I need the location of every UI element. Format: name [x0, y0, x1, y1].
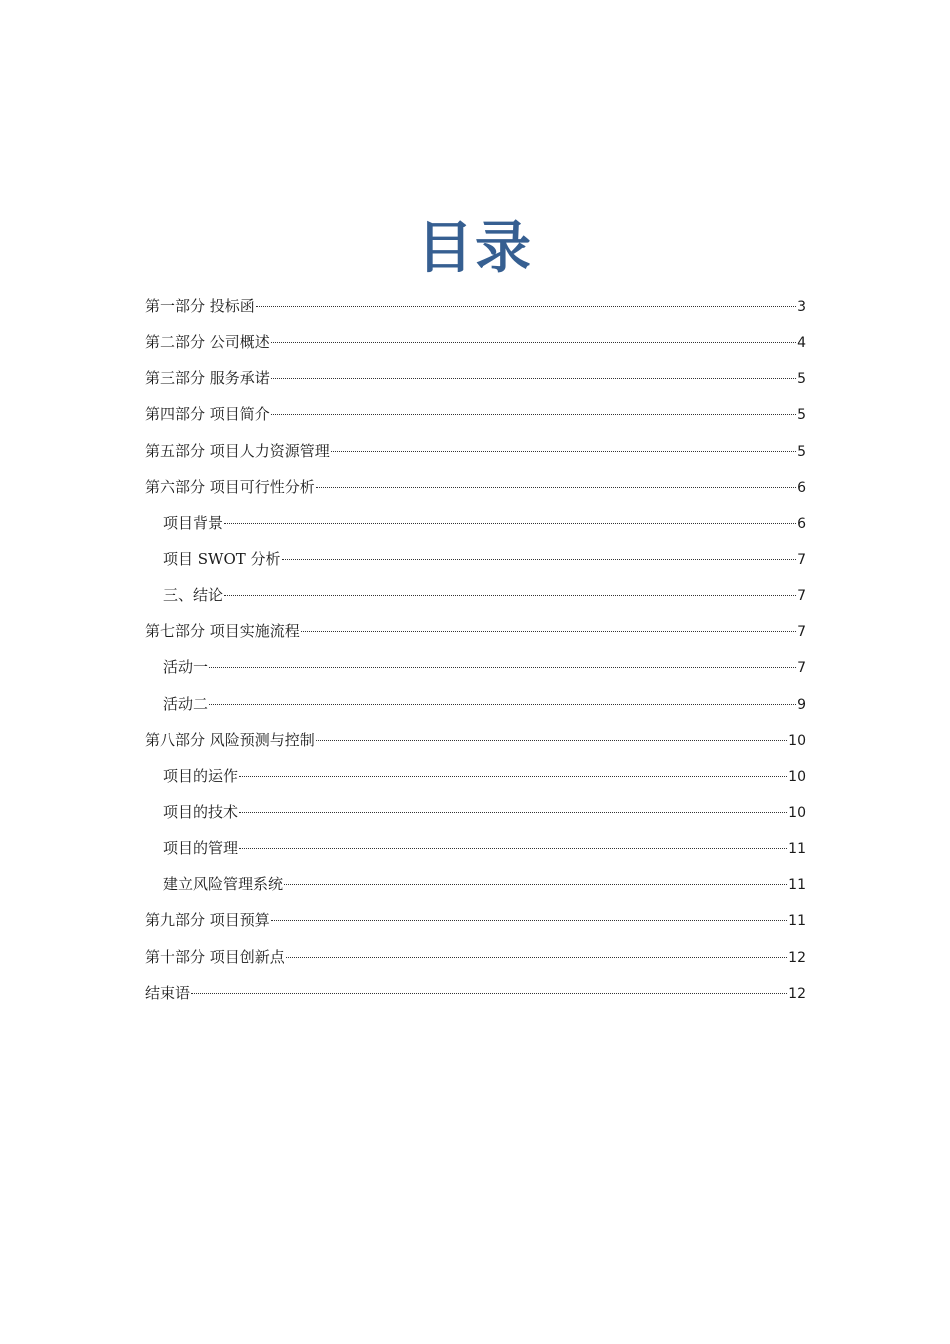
toc-dot-leader	[239, 848, 787, 849]
toc-entry[interactable]	[145, 686, 806, 722]
toc-entry[interactable]	[145, 541, 806, 577]
toc-entry-page-number: 12	[788, 949, 806, 966]
toc-entry-page-number: 5	[797, 407, 806, 424]
toc-entry-page-number: 3	[797, 299, 806, 315]
toc-entry[interactable]	[145, 758, 806, 794]
toc-entry-label: 活动一	[163, 658, 209, 677]
toc-entry-label: 活动二	[163, 694, 209, 713]
toc-entry[interactable]	[145, 360, 806, 396]
toc-entry[interactable]	[145, 830, 806, 866]
toc-title: 目录	[417, 215, 533, 281]
toc-dot-leader	[209, 704, 796, 705]
toc-dot-leader	[316, 740, 787, 741]
table-of-contents	[145, 288, 806, 1011]
toc-entry-page-number: 11	[788, 877, 806, 894]
toc-entry-page-number: 10	[788, 804, 806, 821]
toc-entry[interactable]	[145, 939, 806, 975]
toc-entry-page-number: 7	[797, 660, 806, 677]
toc-entry-page-number: 4	[797, 335, 806, 352]
toc-entry-label: 第四部分 项目简介	[145, 405, 270, 424]
toc-entry-label: 第十部分 项目创新点	[145, 947, 285, 966]
toc-entry-label: 项目的管理	[163, 839, 239, 858]
toc-dot-leader	[239, 812, 787, 813]
toc-entry-page-number: 7	[797, 588, 806, 605]
toc-entry-label: 项目背景	[163, 513, 224, 532]
toc-entry-page-number: 5	[797, 371, 806, 388]
toc-entry[interactable]	[145, 577, 806, 613]
toc-entry[interactable]	[145, 722, 806, 758]
toc-dot-leader	[331, 451, 796, 452]
toc-dot-leader	[224, 595, 796, 596]
toc-dot-leader	[209, 667, 796, 668]
toc-entry-label: 第一部分 投标函	[145, 297, 255, 315]
toc-entry[interactable]	[145, 975, 806, 1011]
toc-entry-label: 第七部分 项目实施流程	[145, 622, 300, 641]
toc-entry[interactable]	[145, 794, 806, 830]
toc-dot-leader	[284, 884, 787, 885]
toc-entry[interactable]	[145, 866, 806, 902]
toc-entry[interactable]	[145, 324, 806, 360]
toc-entry-page-number: 6	[797, 515, 806, 532]
toc-entry-page-number: 9	[797, 696, 806, 713]
toc-entry-page-number: 5	[797, 443, 806, 460]
toc-dot-leader	[271, 378, 796, 379]
toc-entry-label: 项目的技术	[163, 802, 239, 821]
toc-entry-label: 三、结论	[163, 586, 224, 605]
toc-dot-leader	[301, 631, 796, 632]
toc-entry[interactable]	[145, 469, 806, 505]
toc-entry[interactable]	[145, 433, 806, 469]
toc-entry-label: 第五部分 项目人力资源管理	[145, 441, 330, 460]
toc-entry-label: 结束语	[145, 983, 191, 1002]
toc-entry-page-number: 6	[797, 479, 806, 496]
toc-entry[interactable]	[145, 649, 806, 685]
toc-dot-leader	[256, 306, 796, 307]
toc-entry-label: 第六部分 项目可行性分析	[145, 477, 315, 496]
toc-entry-label: 建立风险管理系统	[163, 875, 284, 894]
toc-dot-leader	[286, 957, 787, 958]
toc-entry-page-number: 10	[788, 732, 806, 749]
toc-entry-page-number: 12	[788, 985, 806, 1002]
toc-dot-leader	[271, 342, 796, 343]
toc-entry[interactable]	[145, 613, 806, 649]
toc-entry-page-number: 7	[797, 551, 806, 568]
toc-entry-label: 第二部分 公司概述	[145, 333, 270, 352]
toc-entry-page-number: 11	[788, 913, 806, 930]
toc-dot-leader	[282, 559, 797, 560]
toc-dot-leader	[191, 993, 787, 994]
toc-dot-leader	[316, 487, 796, 488]
toc-entry-label: 第八部分 风险预测与控制	[145, 730, 315, 749]
toc-entry-page-number: 7	[797, 624, 806, 641]
toc-entry[interactable]	[145, 288, 806, 324]
toc-entry-page-number: 11	[788, 841, 806, 858]
toc-dot-leader	[224, 523, 796, 524]
toc-entry-label: 第三部分 服务承诺	[145, 369, 270, 388]
toc-entry[interactable]	[145, 396, 806, 432]
toc-dot-leader	[271, 920, 787, 921]
toc-entry[interactable]	[145, 505, 806, 541]
toc-entry-label: 项目 SWOT 分析	[163, 549, 281, 568]
toc-dot-leader	[239, 776, 787, 777]
toc-dot-leader	[271, 414, 796, 415]
toc-entry-label: 第九部分 项目预算	[145, 911, 270, 930]
toc-entry-page-number: 10	[788, 768, 806, 785]
toc-entry[interactable]	[145, 902, 806, 938]
toc-entry-label: 项目的运作	[163, 766, 239, 785]
